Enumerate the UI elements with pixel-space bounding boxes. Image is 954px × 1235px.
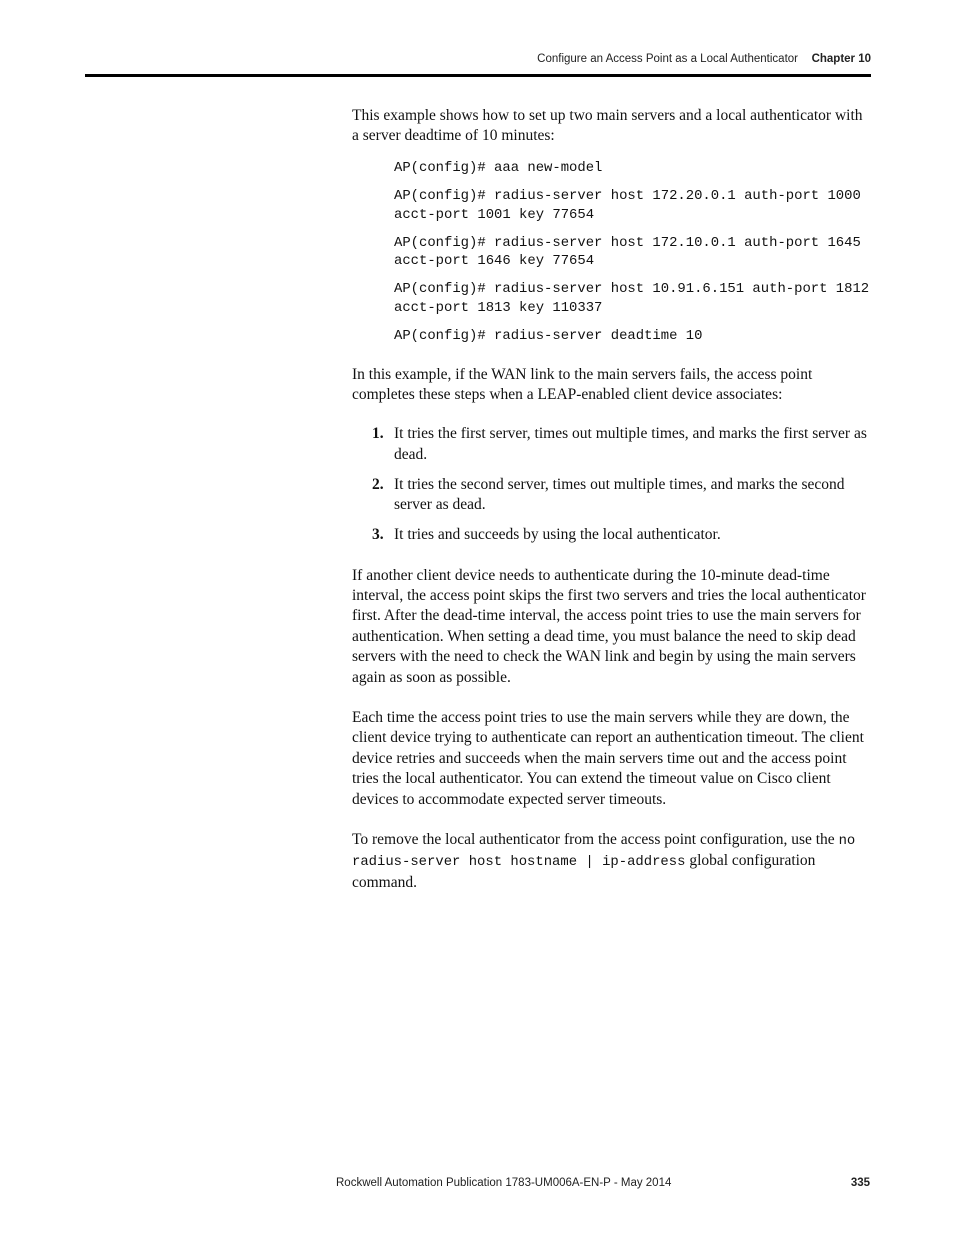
remove-command: no radius-server host hostname | ip-address [352, 833, 856, 871]
list-item [352, 525, 872, 545]
step-text: It tries and succeeds by using the local authenticator. [394, 526, 721, 544]
header-section-title: Configure an Access Point as a Local Authenticator [537, 53, 798, 65]
list-item [352, 475, 872, 516]
code-line: AP(config)# aaa new-model [394, 159, 603, 176]
step-number: 1. [372, 425, 384, 443]
footer-publication: Rockwell Automation Publication 1783-UM006A-EN-P - May 2014 [336, 1177, 672, 1189]
steps-list [352, 424, 872, 545]
step-number: 2. [372, 475, 384, 493]
header-rule [85, 74, 871, 77]
code-block [394, 159, 878, 346]
code-line: AP(config)# radius-server host 10.91.6.151 auth-port 1812 acct-port 1813 key 110337 [394, 281, 878, 316]
main-content [352, 106, 878, 893]
code-line: AP(config)# radius-server host 172.10.0.1 auth-port 1645 acct-port 1646 key 77654 [394, 234, 870, 270]
remove-text-after: global configuration command. [352, 852, 816, 891]
step-text: It tries the second server, times out multiple times, and marks the second server as dead. [394, 475, 845, 514]
step-text: It tries the first server, times out multiple times, and marks the first server as dead. [394, 425, 867, 463]
page-number: 335 [850, 1177, 870, 1189]
header-chapter-label: Chapter 10 [811, 53, 871, 65]
wan-failure-paragraph: In this example, if the WAN link to the main servers fails, the access point completes these steps when a LEAP-enabled client device associates: [352, 365, 813, 403]
remove-text-before: To remove the local authenticator from the access point configuration, use the [352, 831, 839, 849]
timeout-paragraph: Each time the access point tries to use the main servers while they are down, the client device trying to authenticate can report an authentication timeout. The client device retries and succeeds when the main servers time out and the access point tries the local authenticator. You can extend the timeout value on Cisco client devices to accommodate expected server timeouts. [352, 709, 864, 808]
list-item [352, 424, 872, 465]
page-header [0, 0, 954, 80]
page-footer [0, 1170, 954, 1200]
step-number: 3. [372, 526, 384, 544]
intro-paragraph: This example shows how to set up two main servers and a local authenticator with a server deadtime of 10 minutes: [352, 107, 863, 145]
code-line: AP(config)# radius-server host 172.20.0.1 auth-port 1000 acct-port 1001 key 77654 [394, 187, 870, 223]
remove-authenticator-paragraph [352, 830, 872, 893]
code-line: AP(config)# radius-server deadtime 10 [394, 327, 703, 344]
deadtime-paragraph: If another client device needs to authenticate during the 10-minute dead-time interval, the access point skips the first two servers and tries the local authenticator first. After the dead-time interval, the access point tries to use the main servers for authentication. When setting a dead time, you must balance the need to skip dead servers with the need to check the WAN link and begin by using the main servers again as soon as possible. [352, 566, 866, 686]
